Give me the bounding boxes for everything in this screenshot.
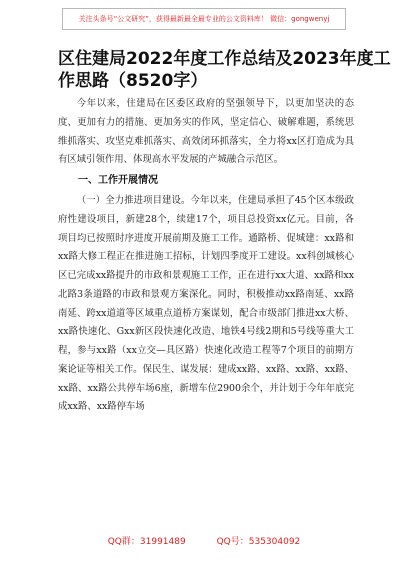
- section-paragraph: （一）全力推进项目建设。今年以来，住建局承担了45个区本级政府性建设项目，新建28个，续建17个，项目总投资xx亿元。目前，各项目均已按照时序进度开展前期及施工工作。通路桥、促城建：xx路和xx路大修工程正在推进施工招标，计划四季度开工建设。xx科创城核心区已完成xx路提升的市政和景观施工工作，正在进行xx大道、xx路和xx北路3条道路的市政和景观方案深化。同时，积极推动xx路南延、xx路南延、跨xx道道等区域重点道桥方案谋划，配合市级部门推进xx大桥、xx路快速化、Gxx新区段快速化改造、地铁4号线2期和5号线等重大工程，参与xx路（xx立交—具区路）快速化改造工程等7个项目的前期方案论证等相关工作。保民生、谋发展：建成xx路、xx路、xx路、xx路、xx路、xx路公共停车场6座，新增车位2900余个，并计划于今年年底完成xx路、xx路停车场: [58, 195, 354, 413]
- document-body: [58, 95, 354, 417]
- title-line-2: 作思路（8520字）: [58, 71, 208, 91]
- intro-paragraph: 今年以来，住建局在区委区政府的坚强领导下，以更加坚决的态度、更加有力的措施、更加务实的作风，坚定信心、破解难题，系统思维抓落实、攻坚克难抓落实、高效闭环抓落实，全力将xx区打造成为具有区域引领作用、体现高水平发展的产城融合示范区。: [58, 98, 354, 166]
- footer-qq-number: QQ号：535304092: [216, 537, 301, 547]
- title-line-1: 区住建局2022年度工作总结及2023年度工: [58, 49, 391, 69]
- section-heading: 一、工作开展情况: [78, 175, 158, 186]
- footer-qq-group: QQ群：31991489: [107, 537, 186, 547]
- document-title: [58, 48, 391, 92]
- footer-contact: [0, 534, 408, 547]
- header-banner: 关注头条号“公文研究”，获得最新最全最专业的公文资料库！ 微信：gongwenyj: [62, 8, 346, 30]
